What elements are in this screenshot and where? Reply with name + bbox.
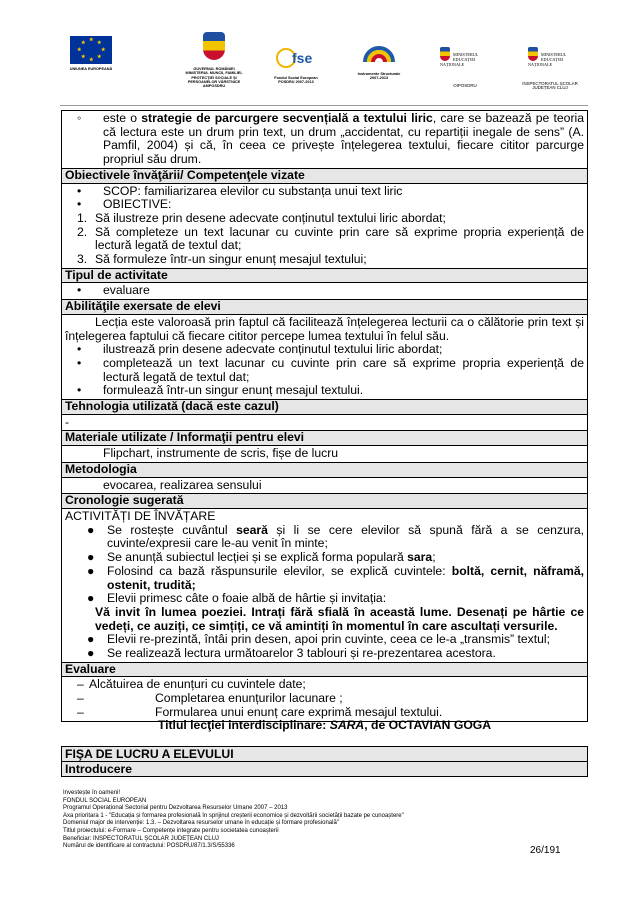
fse-logo: fse Fondul Social European POSDRU 2007-2013: [268, 34, 324, 89]
section-header-materiale: Materiale utilizate / Informaţii pentru elevi: [61, 431, 588, 446]
list-item: • ilustrează prin desene adecvate conținutul textului liric abordat;: [77, 342, 443, 357]
svg-text:fse: fse: [292, 49, 313, 66]
guvern-logo: GUVERNUL ROMÂNIEI MINISTERUL MUNCII, FAMILIEI, PROTECȚIEI SOCIALE ȘI PERSOANELOR VÂRSTNICE AMPOSDRU: [182, 28, 246, 93]
section-header-tehnologia: Tehnologia utilizată (dacă este cazul): [61, 400, 588, 415]
instrumente-icon: [359, 38, 399, 68]
obiective-cell: [61, 184, 588, 269]
section-header-cronologie: Cronologie sugerată: [61, 494, 588, 509]
worksheet-table: [61, 746, 588, 777]
header-rule: [60, 105, 588, 106]
oiposdru-label: OIPOSDRU: [453, 83, 477, 88]
list-item: • SCOP: familiarizarea elevilor cu substanța unui text liric: [77, 183, 403, 198]
list-item: • evaluare: [77, 283, 150, 298]
footer-info: Investește în oameni! FONDUL SOCIAL EUROPEAN Programul Operațional Sectorial pentru Dezvoltarea Resurselor Umane 2007 – 2013 Axa prioritara 1 - "Educația și formarea profesională în sprijinul creșterii economice și dezvoltării societății bazate pe cunoaștere" Domeniul major de intervenție: 1.3. – Dezvoltarea resurselor umane în educație și formare profesională" Titlul proiectului: e-Formare – Competențe integrate pentru societatea cunoașterii Beneficiar: INSPECTORATUL ȘCOLAR JUDEȚEAN CLUJ Numărul de identificare al contractului: POSDRU/87/1.3/S/55336: [63, 790, 404, 850]
lesson-title: Titlul lecţiei interdisciplinare: SARA, de OCTAVIAN GOGA: [157, 718, 492, 732]
section-header-tipul: Tipul de activitate: [61, 269, 588, 284]
ministry-crest-icon: [440, 47, 450, 61]
numbered-item: 2. Să completeze un text lacunar cu cuvinte prin care să exprime propria experiență de lectură legată de textul dat;: [77, 224, 584, 253]
metodologia-cell: evocarea, realizarea sensului: [61, 478, 588, 495]
list-item: ● Elevii primesc câte o foaie albă de hârtie și invitația:: [87, 591, 387, 606]
list-item: ● Se rostește cuvântul seară și li se cere elevilor să spună fără a se cenzura, cuvinte/expresii care le-au venit în minte;: [87, 522, 584, 551]
introducere-header: Introducere: [61, 762, 588, 777]
evaluare-cell: [61, 677, 588, 721]
invitation-text: Vă invit în lumea poeziei. Intrați fără sfială în această lume. Desenați pe hârtie ce vedeți, ce auziți, ce simțiți, ce vă amintiți în momentul în care ascultați versurile.: [95, 604, 584, 633]
instrumente-logo: Instrumente Structurale 2007-2013: [350, 34, 408, 85]
tehnologia-cell: -: [61, 415, 588, 432]
tipul-cell: [61, 283, 588, 300]
list-item: ● Folosind ca bază răspunsurile elevilor, se explică cuvintele: boltă, cernit, năframă, ostenit, trudită;: [87, 563, 584, 592]
strategy-cell: ◦ este o strategie de parcurgere secvențială a textului liric, care se bazează pe teoria că lectura este un drum prin text, un drum „accidentat, cu repartiții inegale de sens” (A. Pamfil, 2004) și că, în ceea ce privește înțelegerea textului, fiecare cititor parcurge propriul său drum.: [61, 110, 588, 169]
list-item: ● Se anunță subiectul lecției și se explică forma populară sara;: [87, 550, 436, 565]
page-number: 26/191: [530, 845, 561, 856]
partner-logos: [60, 28, 590, 100]
list-item: • formulează într-un singur enunț mesajul textului.: [77, 383, 364, 398]
list-item: – Formularea unui enunț care exprimă mesajul textului.: [77, 704, 443, 719]
section-header-abilitati: Abilităţile exersate de elevi: [61, 300, 588, 315]
eu-logo: ★ ★ ★ ★ ★ ★ ★ ★ UNIUNEA EUROPEANĂ: [69, 37, 113, 71]
numbered-item: 1. Să ilustreze prin desene adecvate conținutul textului liric abordat;: [77, 210, 446, 225]
isj-label: INSPECTORATUL ȘCOLAR JUDEȚEAN CLUJ: [522, 81, 578, 91]
abilitati-cell: Lecția este valoroasă prin faptul că facilitează înțelegerea lecturii ca o călătorie prin text și înțelegerea faptului că fiecare cititor percepe lumea textului în felul său. • ilustrează prin desene adecvate conținutul textului liric abordat; • completează un text lacunar cu cuvinte prin care să exprime propria experiență de lectură legată de textul dat; • formulează într-un singur enunț mesajul textului.: [61, 315, 588, 400]
lesson-table: [61, 110, 588, 722]
list-item: • OBIECTIVE:: [77, 197, 172, 212]
list-item: – Alcătuirea de enunțuri cu cuvintele date;: [77, 677, 306, 692]
materiale-cell: Flipchart, instrumente de scris, fișe de lucru: [61, 446, 588, 463]
section-header-evaluare: Evaluare: [61, 663, 588, 678]
section-header-metodologia: Metodologia: [61, 463, 588, 478]
cronologie-cell: ACTIVITĂȚI DE ÎNVĂȚARE ● Se rostește cuvântul seară și li se cere elevilor să spună fără a se cenzura, cuvinte/expresii care le-au venit în minte; ● Se anunță subiectul lecției și se explică forma populară sara; ● Folosind ca bază răspunsurile elevilor, se explică cuvintele: boltă, cernit, năframă, ostenit, trudită; ● Elevii primesc câte o foaie albă de hârtie și invitația: Vă invit în lumea poeziei. Intrați fără sfială în această lume. Desenați pe hârtie ce vedeți, ce auziți, ce simțiți, ce vă amintiți în momentul în care ascultați versurile. ● Elevii re-prezintă, întâi prin desen, apoi prin cuvinte, ceea ce le-a „transmis” textul; ● Se realizează lectura următoarelor 3 tablouri și re-prezentarea acestora.: [61, 509, 588, 663]
eu-flag-icon: ★ ★ ★ ★ ★ ★ ★ ★: [70, 36, 112, 64]
ministry-logo-1: MINISTERUL EDUCAȚIEI NAȚIONALE: [440, 42, 486, 72]
list-item: ● Elevii re-prezintă, întâi prin desen, apoi prin cuvinte, ceea ce le-a „transmis” textul;: [87, 632, 551, 647]
section-header-obiective: Obiectivele învăţării/ Competenţele vizate: [61, 169, 588, 184]
ministry-crest-icon: [528, 47, 538, 61]
list-item: ● Se realizează lectura următoarelor 3 tablouri și re-prezentarea acestora.: [87, 646, 496, 661]
list-item: – Completarea enunțurilor lacunare ;: [77, 691, 343, 706]
list-item: • completează un text lacunar cu cuvinte prin care să exprime propria experiență de lectură legată de textul dat;: [77, 355, 584, 384]
coat-of-arms-icon: [203, 32, 225, 60]
worksheet-header: FIŞA DE LUCRU A ELEVULUI: [61, 746, 588, 762]
numbered-item: 3. Să formuleze într-un singur enunț mesajul textului;: [77, 252, 367, 267]
circle-bullet-icon: ◦: [77, 111, 82, 125]
ministry-logo-2: MINISTERUL EDUCAȚIEI NAȚIONALE: [528, 42, 582, 72]
fse-icon: [272, 38, 320, 68]
